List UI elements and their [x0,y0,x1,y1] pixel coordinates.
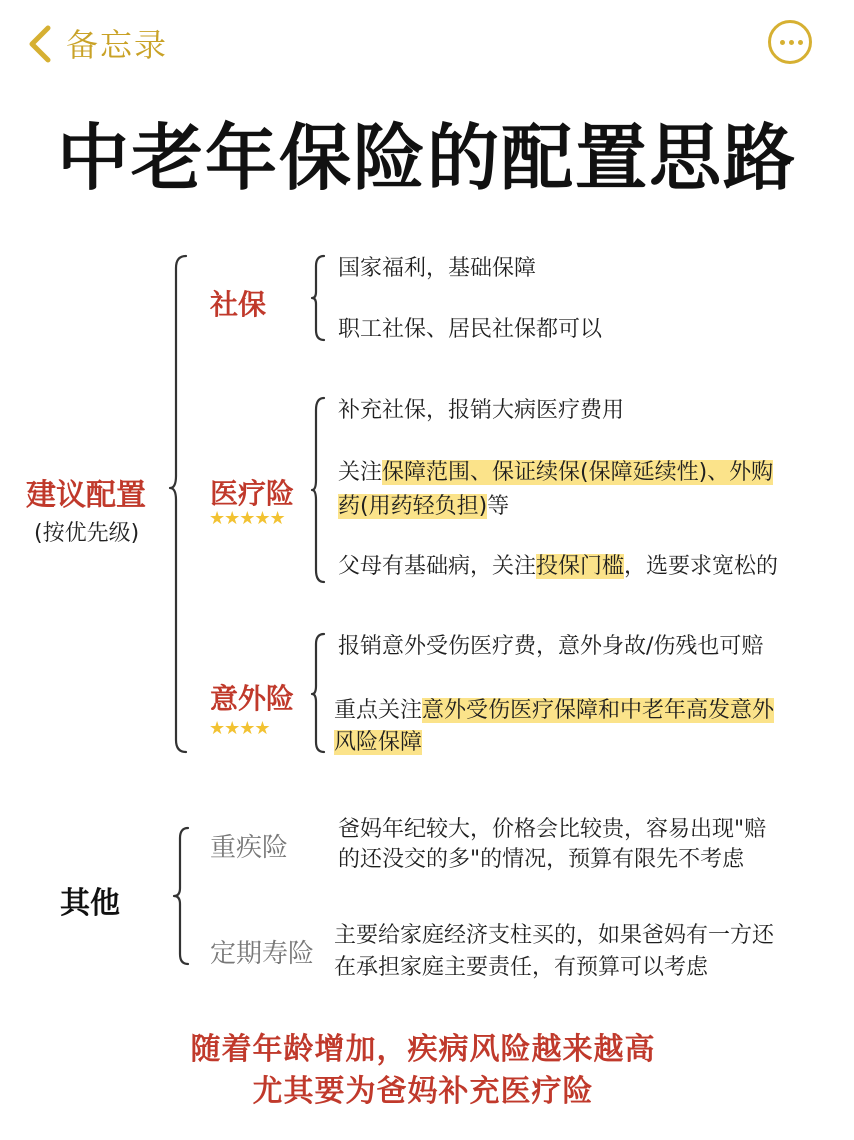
item-name-accident: 意外险 [210,682,295,715]
brace-social [310,254,326,342]
section-label-other: 其他 [60,886,120,921]
social-line-2: 职工社保、居民社保都可以 [338,317,603,342]
more-button[interactable] [768,20,812,64]
item-name-term-life: 定期寿险 [210,939,315,969]
medical-line-1: 补充社保，报销大病医疗费用 [338,398,625,423]
term-line-1: 主要给家庭经济支柱买的，如果爸妈有一方还 [334,923,775,948]
item-name-critical-illness: 重疾险 [210,833,289,863]
footer-line-1: 随着年龄增加，疾病风险越来越高 [190,1032,656,1067]
medical-line-4: 父母有基础病，关注投保门槛，选要求宽松的 [338,554,779,579]
star-icon-rating-medical: ★★★★★ [209,508,285,529]
chevron-left-icon [22,24,58,64]
critical-line-1: 爸妈年纪较大，价格会比较贵，容易出现"赔 [338,817,767,842]
item-name-medical: 医疗险 [210,477,295,510]
section-label-recommended: 建议配置 [26,478,146,513]
brace-medical [310,396,326,586]
brace-other [172,826,192,968]
accident-line-1: 报销意外受伤医疗费，意外身故/伤残也可赔 [338,634,764,659]
accident-line-2: 重点关注意外受伤医疗保障和中老年高发意外 [334,698,775,723]
big-brace [168,254,192,754]
footer-line-2: 尤其要为爸妈补充医疗险 [252,1074,594,1109]
critical-line-2: 的还没交的多"的情况，预算有限先不考虑 [338,847,745,872]
medical-line-3: 药(用药轻负担)等 [338,494,510,519]
social-line-1: 国家福利，基础保障 [338,256,537,281]
more-dots-icon [780,40,807,45]
star-icon-rating-accident: ★★★★ [209,718,270,739]
item-name-social: 社保 [210,288,267,321]
brace-accident [310,632,326,756]
section-sub-label: (按优先级) [34,521,140,546]
accident-line-3: 风险保障 [334,730,423,755]
back-button[interactable] [18,16,178,72]
term-line-2: 在承担家庭主要责任，有预算可以考虑 [334,955,709,980]
page-title: 中老年保险的配置思路 [56,116,797,200]
back-label: 备忘录 [66,26,169,64]
medical-line-2: 关注保障范围、保证续保(保障延续性)、外购 [338,460,774,485]
